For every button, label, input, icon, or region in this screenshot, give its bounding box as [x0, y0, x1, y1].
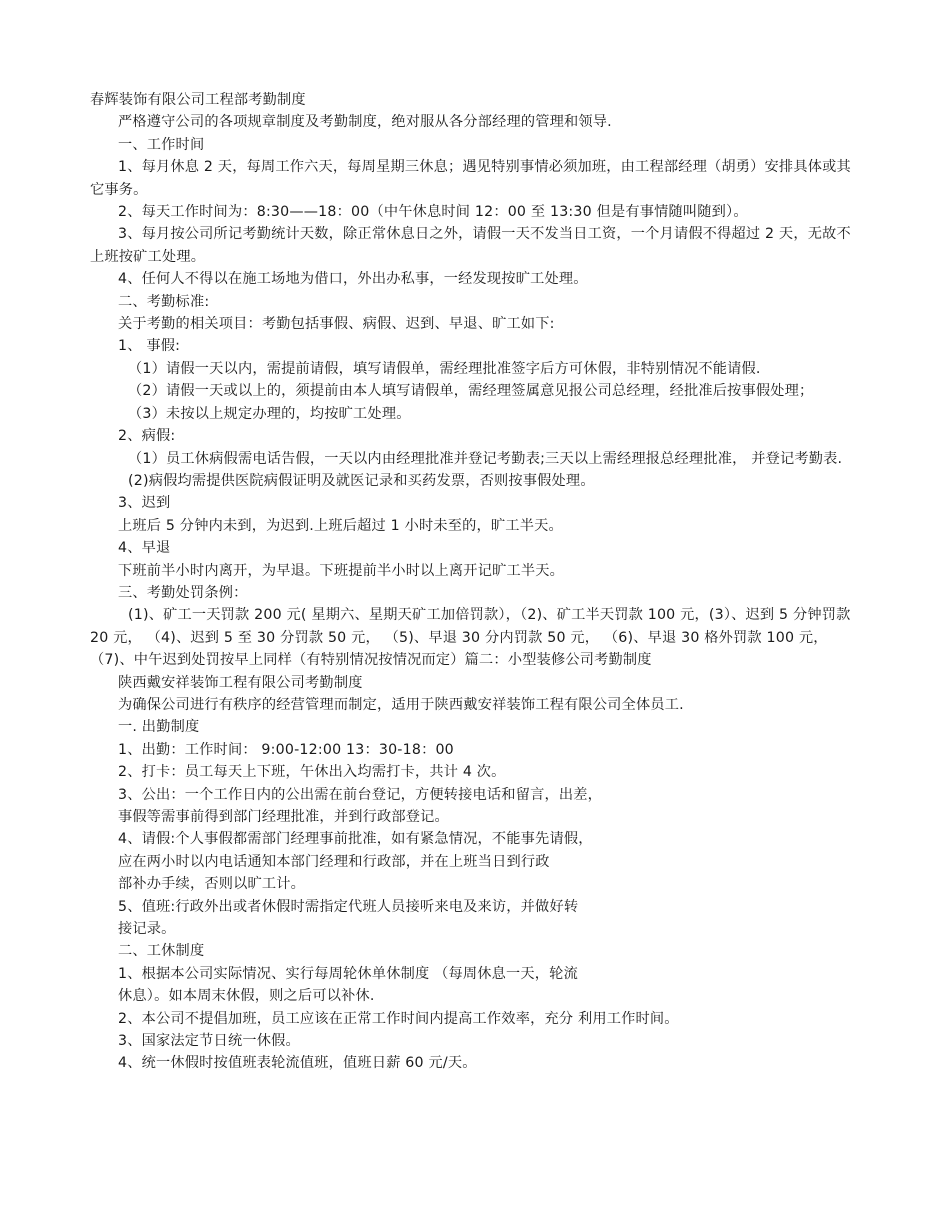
subsection-heading: 1、 事假:: [118, 338, 181, 355]
paragraph: 3、每月按公司所记考勤统计天数，除正常休息日之外，请假一天不发当日工资，一个月请假不得超过 2 天，无故不上班按矿工处理。: [90, 226, 851, 265]
paragraph: 2、本公司不提倡加班，员工应该在正常工作时间内提高工作效率，充分 利用工作时间。: [118, 1010, 679, 1027]
paragraph: 2、每天工作时间为：8:30——18：00（中午休息时间 12：00 至 13:30 但是有事情随叫随到）。: [118, 204, 748, 221]
paragraph: （3）未按以上规定办理的，均按旷工处理。: [128, 405, 411, 422]
paragraph: 应在两小时以内电话通知本部门经理和行政部，并在上班当日到行政: [118, 853, 550, 870]
section-heading: 一、工作时间: [118, 136, 205, 153]
paragraph: 1、每月休息 2 天，每周工作六天，每周星期三休息；遇见特别事情必须加班，由工程部经理（胡勇）安排具体或其它事务。: [90, 159, 851, 198]
paragraph: 下班前半小时内离开，为早退。下班提前半小时以上离开记旷工半天。: [118, 562, 565, 579]
paragraph: 4、统一休假时按值班表轮流值班，值班日薪 60 元/天。: [118, 1055, 477, 1072]
paragraph: 接记录。: [118, 921, 176, 938]
subsection-heading: 2、病假:: [118, 428, 176, 445]
section-heading: 二、考勤标准:: [118, 293, 210, 310]
paragraph: （1）员工休病假需电话告假，一天以内由经理批准并登记考勤表;三天以上需经理报总经理批准， 并登记考勤表.: [128, 450, 843, 467]
subsection-heading: 4、早退: [118, 540, 171, 557]
paragraph: 2、打卡：员工每天上下班，午休出入均需打卡，共计 4 次。: [118, 764, 506, 781]
paragraph: (2)病假均需提供医院病假证明及就医记录和买药发票，否则按事假处理。: [128, 472, 595, 489]
document-title: 春辉装饰有限公司工程部考勤制度: [90, 92, 306, 108]
document-body: [90, 89, 860, 1075]
paragraph: 4、请假:个人事假都需部门经理事前批准，如有紧急情况，不能事先请假，: [118, 831, 593, 848]
paragraph: 部补办手续，否则以旷工计。: [118, 876, 306, 893]
paragraph: 严格遵守公司的各项规章制度及考勤制度，绝对服从各分部经理的管理和领导.: [118, 114, 612, 131]
paragraph: 3、国家法定节日统一休假。: [118, 1033, 300, 1050]
paragraph: 上班后 5 分钟内未到，为迟到.上班后超过 1 小时未至的，旷工半天。: [118, 517, 563, 534]
paragraph: （1）请假一天以内，需提前请假，填写请假单，需经理批准签字后方可休假，非特别情况不能请假.: [128, 360, 761, 377]
section-heading: 三、考勤处罚条例：: [118, 584, 248, 601]
paragraph: 5、值班:行政外出或者休假时需指定代班人员接听来电及来访，并做好转: [118, 898, 579, 915]
paragraph: 4、任何人不得以在施工场地为借口，外出办私事，一经发现按旷工处理。: [118, 271, 588, 288]
paragraph: 休息）。如本周末休假，则之后可以补休.: [118, 988, 375, 1005]
paragraph: 1、出勤：工作时间： 9:00-12:00 13：30-18：00: [118, 741, 454, 758]
paragraph: 事假等需事前得到部门经理批准，并到行政部登记。: [118, 809, 449, 825]
document-title: 陕西戴安祥装饰工程有限公司考勤制度: [118, 674, 363, 691]
subsection-heading: 3、迟到: [118, 495, 171, 512]
paragraph: 1、根据本公司实际情况、实行每周轮休单休制度 （每周休息一天，轮流: [118, 965, 578, 982]
section-heading: 一. 出勤制度: [118, 719, 200, 736]
paragraph: 为确保公司进行有秩序的经营管理而制定，适用于陕西戴安祥装饰工程有限公司全体员工.: [118, 696, 684, 713]
paragraph: 3、公出：一个工作日内的公出需在前台登记，方便转接电话和留言，出差，: [118, 786, 603, 803]
section-heading: 二、工休制度: [118, 943, 205, 960]
paragraph: （2）请假一天或以上的，须提前由本人填写请假单，需经理签属意见报公司总经理，经批准后按事假处理；: [128, 383, 814, 400]
paragraph: (1)、矿工一天罚款 200 元( 星期六、星期天矿工加倍罚款），（2)、矿工半天罚款 100 元，(3）、迟到 5 分钟罚款 20 元， （4)、迟到 5 至 30 分罚款 50 元， （5)、早退 30 分内罚款 50 元， （6)、早退 30 格外罚款 100 元， （7)、中午迟到处罚按早上同样（有特别情况按情况而定）篇二：小型装修公司考勤制度: [90, 607, 851, 669]
paragraph: 关于考勤的相关项目：考勤包括事假、病假、迟到、早退、旷工如下:: [118, 316, 555, 333]
